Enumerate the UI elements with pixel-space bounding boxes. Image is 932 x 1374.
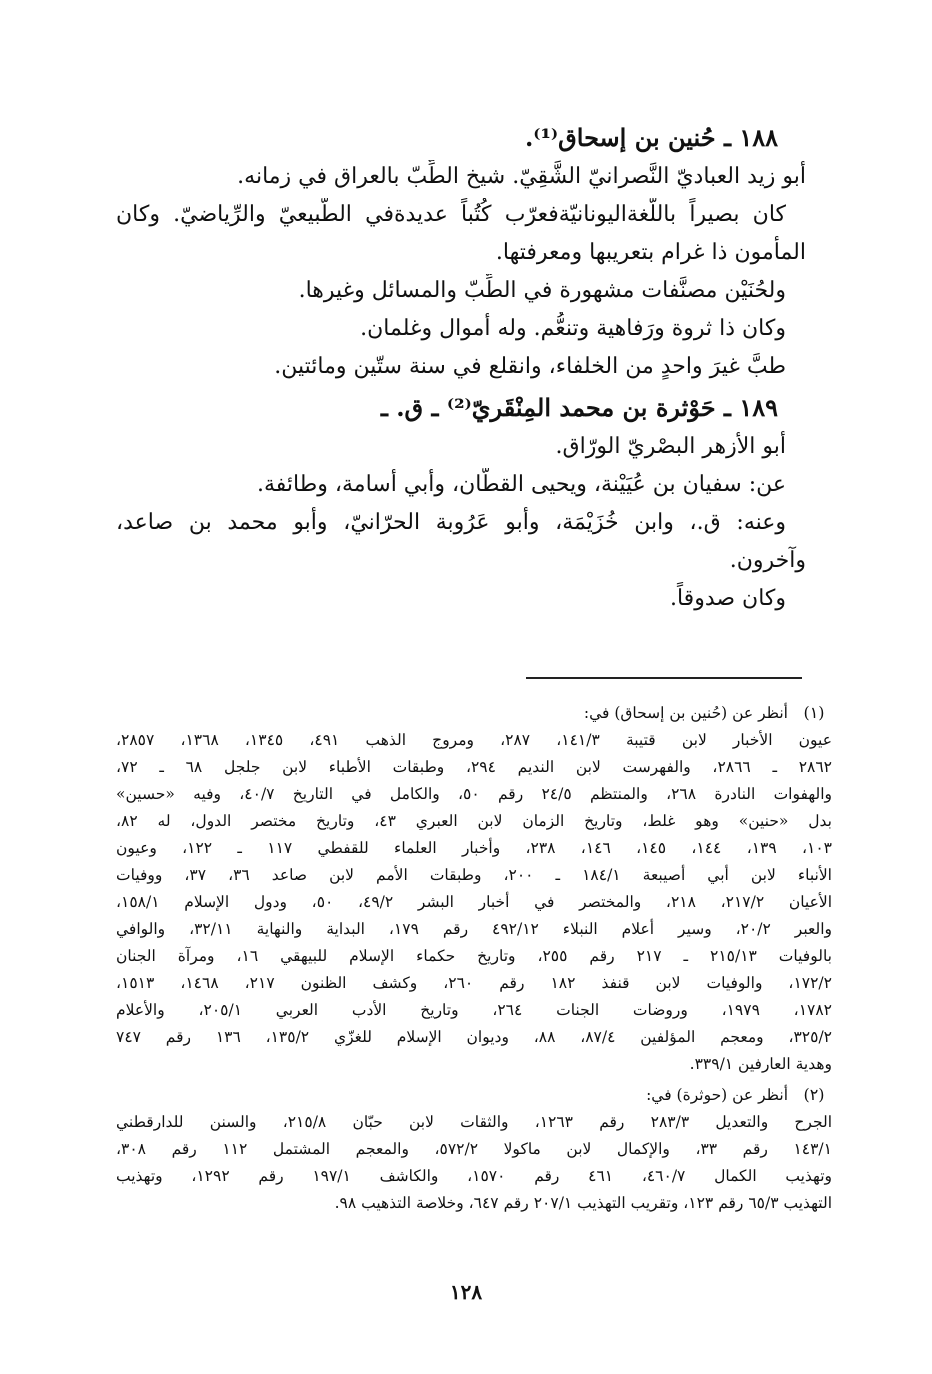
- footnote-line: بدل «حنين» وهو غلط، وتاريخ الزمان لابن العبري ٤٣، وتاريخ مختصر الدول، له ٨٢،: [116, 812, 832, 830]
- entry-189-line-2: عن: سفيان بن عُيَيْنة، ويحيى القطّان، وأبي أسامة، وطائفة.: [257, 472, 786, 497]
- footnote-number: (١): [803, 703, 825, 722]
- entry-188-line-5: وكان ذا ثروة ورَفاهية وتنعُّم. وله أموال وغلمان.: [360, 316, 786, 341]
- footnote-line: ١٤٣/١ رقم ٣٣، والإكمال لابن ماكولا ٥٧٢/٢، والمعجم المشتمل ١١٢ رقم ٣٠٨،: [116, 1140, 832, 1158]
- page-number: ١٢٨: [449, 1280, 483, 1304]
- footnote-line: والعبر ٢٠/٢، وسير أعلام النبلاء ٤٩٢/١٢ رقم ١٧٩، البداية والنهاية ٣٢/١١، والوافي: [116, 920, 832, 938]
- footnote-line: ٢٨٦٢ ـ ٢٨٦٦، والفهرست لابن النديم ٢٩٤، وطبقات الأطباء لابن جلجل ٦٨ ـ ٧٢،: [116, 758, 832, 776]
- entry-188-line-1: أبو زيد العباديّ النَّصرانيّ الشَّقِيّ. شيخ الطِّبّ بالعراق في زمانه.: [237, 164, 806, 189]
- footnote-line: الأنباء لابن أبي أصيبعة ١٨٤/١ ـ ٢٠٠، وطبقات الأمم لابن صاعد ٣٦، ٣٧، ووفيات: [116, 866, 832, 884]
- footnote-line: ١٠٣، ١٣٩، ١٤٤، ١٤٥، ١٤٦، ٢٣٨، وأخبار العلماء للقفطي ١١٧ ـ ١٢٢، وعيون: [116, 839, 832, 857]
- footnote-number: (٢): [803, 1085, 825, 1104]
- entry-189-line-3: وعنه: ق.، وابن خُزَيْمَة، وأبو عَرُوبة الحرّانيّ، وأبو محمد بن صاعد،: [116, 510, 786, 535]
- entry-188-line-3: المأمون ذا غرام بتعريبها ومعرفتها.: [495, 240, 806, 265]
- entry-189-line-5: وكان صدوقاً.: [669, 586, 786, 611]
- footnote-1: [116, 700, 832, 1078]
- footnote-line: الأعيان ٢١٧/٢، ٢١٨، والمختصر في أخبار البشر ٤٩/٢، ٥٠، ودول الإسلام ١٥٨/١،: [116, 893, 832, 911]
- footnote-line: أنظر عن (حُنين بن إسحاق) في:: [583, 704, 788, 722]
- entry-title-189: ١٨٩ ـ حَوْثرة بن محمد المِنْقَريّ⁽²⁾ ـ ق. ـ: [380, 393, 778, 422]
- footnote-line: وتهذيب الكمال ٤٦٠/٧، ٤٦١ رقم ١٥٧٠، والكاشف ١٩٧/١ رقم ١٢٩٢، وتهذيب: [116, 1167, 832, 1185]
- footnotes: [116, 700, 832, 1221]
- entry-189-line-4: وآخرون.: [729, 548, 806, 573]
- entry-188-line-4: ولحُنَيْن مصنَّفات مشهورة في الطِّبّ والمسائل وغيرها.: [298, 278, 786, 303]
- footnote-2: [116, 1082, 832, 1217]
- entry-188-line-2: كان بصيراً باللّغةاليونانيّةفعرّب كُتُباً عديدةفي الطّبيعيّ والرِّياضيّ. وكان: [116, 202, 786, 227]
- footnote-line: ١٧٢/٢، والوفيات لابن قنفذ ١٨٢ رقم ٢٦٠، وكشف الظنون ٢١٧، ١٤٦٨، ١٥١٣،: [116, 974, 832, 992]
- footnote-line: ١٧٨٢، ١٩٧٩، وروضات الجنات ٢٦٤، وتاريخ الأدب العربي ٢٠٥/١، والأعلام: [116, 1001, 832, 1019]
- footnote-line: أنظر عن (حوثرة) في:: [646, 1086, 788, 1104]
- entry-title-188: ١٨٨ ـ حُنين بن إسحاق⁽¹⁾.: [524, 123, 778, 152]
- footnote-line: التهذيب ٦٥/٣ رقم ١٢٣، وتقريب التهذيب ٢٠٧/١ رقم ٦٤٧، وخلاصة التذهيب ٩٨.: [334, 1194, 832, 1212]
- entry-188-line-6: طبَّ غيرَ واحدٍ من الخلفاء، وانقلع في سنة ستّين ومائتين.: [274, 354, 786, 379]
- footnote-separator: [526, 677, 802, 679]
- footnote-line: وهدية العارفين ٣٣٩/١.: [689, 1055, 832, 1073]
- main-text: [116, 118, 806, 620]
- footnote-line: ٣٢٥/٢، ومعجم المؤلفين ٨٧/٤، ٨٨، وديوان الإسلام للغزّي ١٣٥/٢، ١٣٦ رقم ٧٤٧: [116, 1028, 832, 1046]
- entry-189-line-1: أبو الأزهر البصْريّ الورّاق.: [555, 434, 786, 459]
- footnote-line: عيون الأخبار لابن قتيبة ١٤١/٣، ٢٨٧، ومروج الذهب ٤٩١، ١٣٤٥، ١٣٦٨، ٢٨٥٧،: [116, 731, 832, 749]
- footnote-line: والهفوات النادرة ٢٦٨، والمنتظم ٢٤/٥ رقم ٥٠، والكامل في التاريخ ٤٠/٧، وفيه «حسين»: [116, 785, 832, 803]
- footnote-line: الجرح والتعديل ٢٨٣/٣ رقم ١٢٦٣، والثقات لابن حبّان ٢١٥/٨، والسنن للدارقطني: [116, 1113, 832, 1131]
- footnote-line: بالوفيات ٢١٥/١٣ ـ ٢١٧ رقم ٢٥٥، وتاريخ حكماء الإسلام للبيهقي ١٦، ومرآة الجنان: [116, 947, 832, 965]
